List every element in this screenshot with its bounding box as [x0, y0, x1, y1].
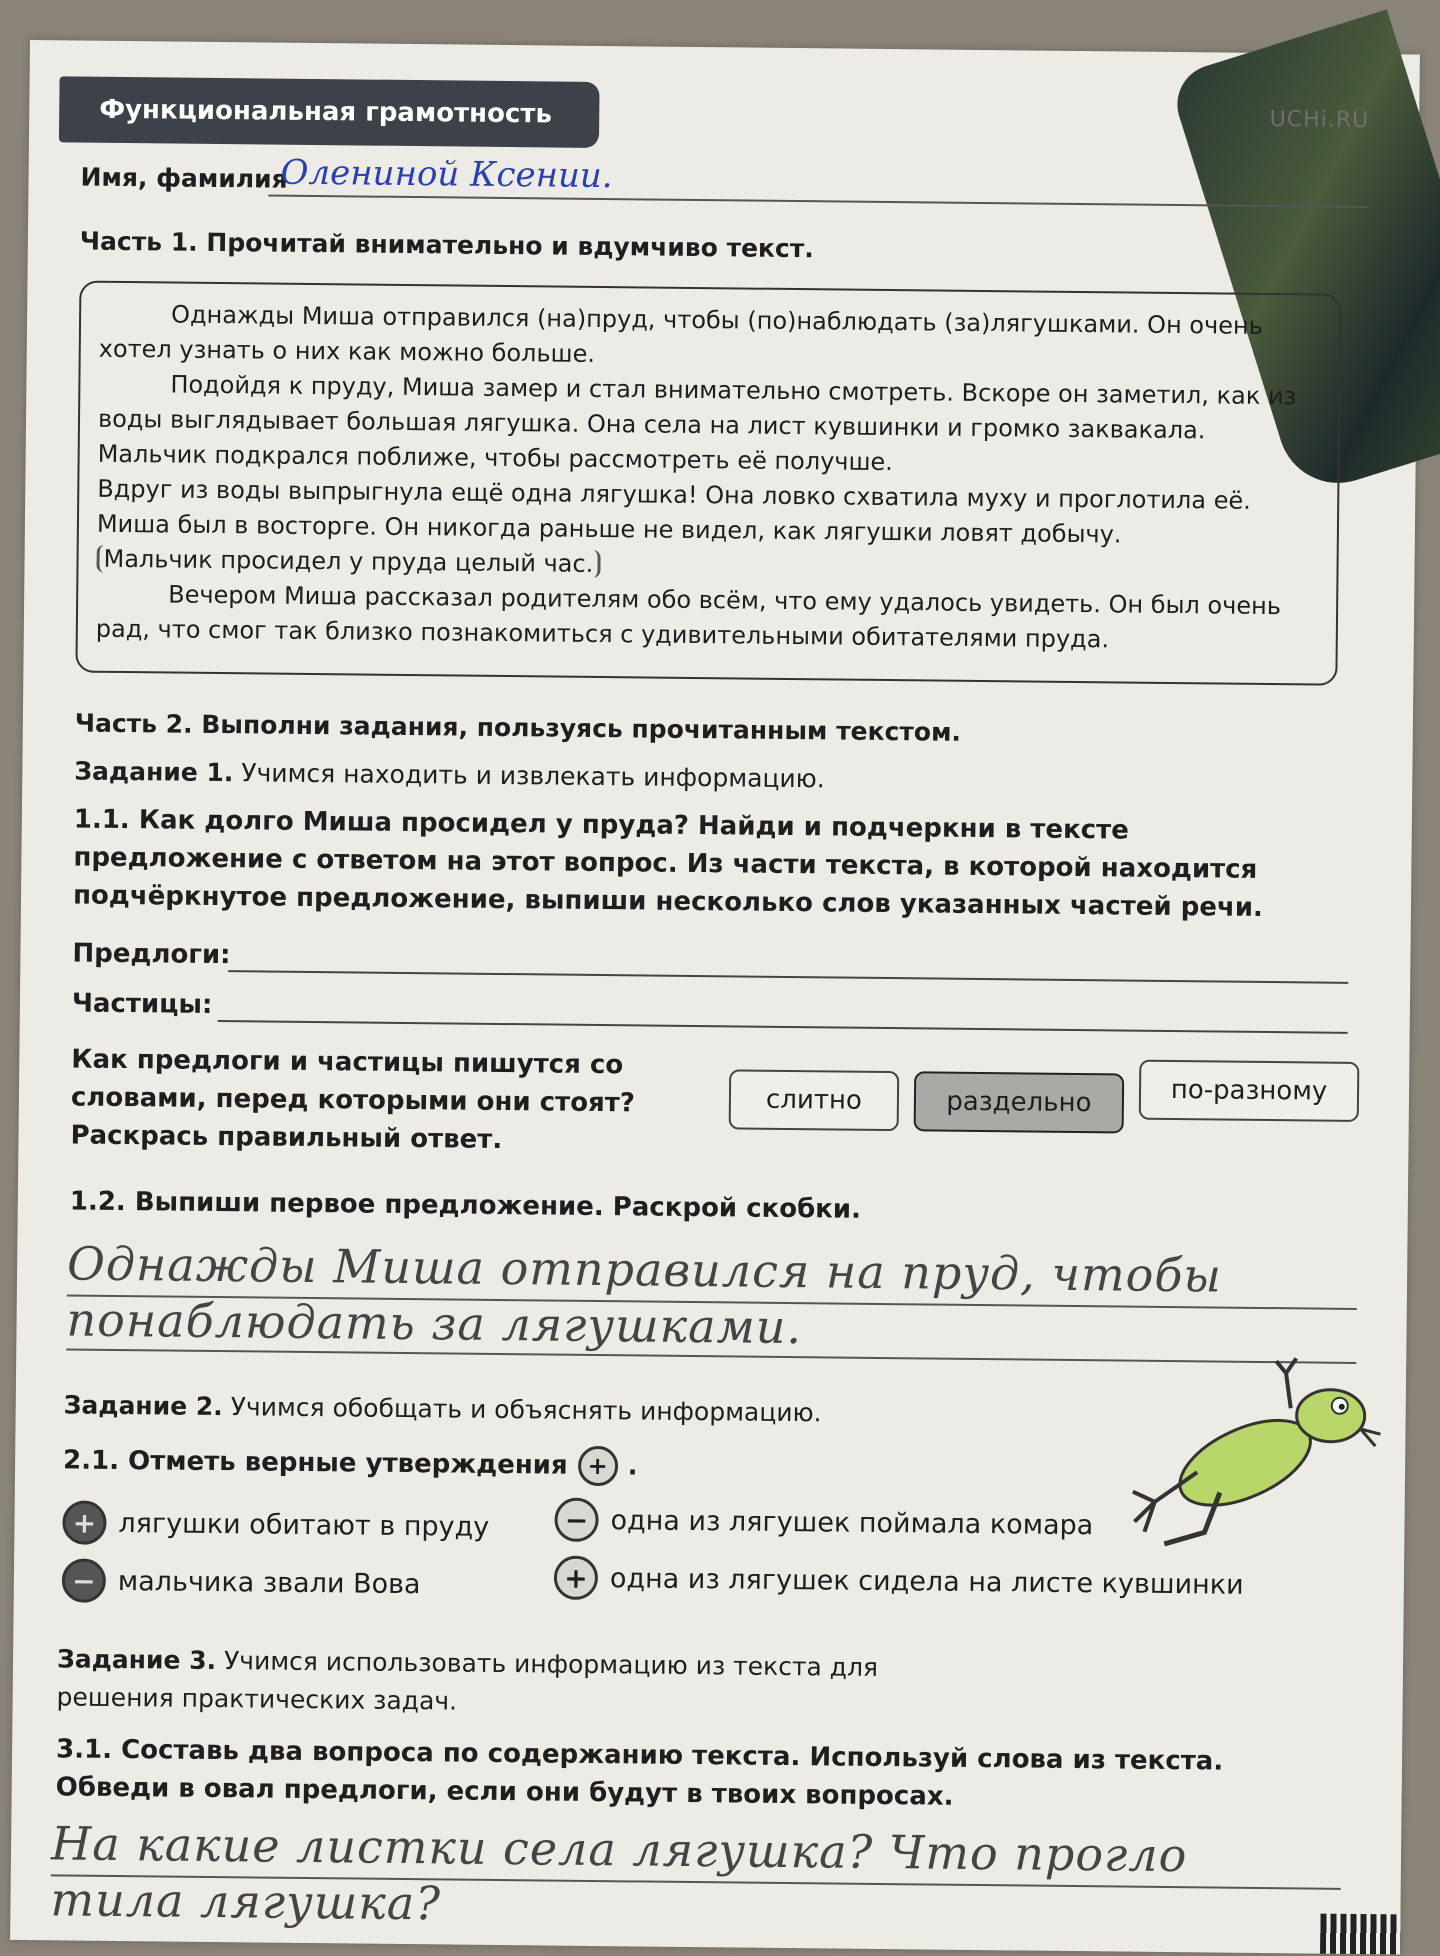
statement-text: лягушки обитают в пруду	[118, 1507, 490, 1543]
header-title: Функциональная грамотность	[99, 94, 553, 130]
story-paragraph-2: Подойдя к пруду, Миша замер и стал внимательно смотреть. Вскоре он заметил, как из воды выглядывает большая лягушка. Она села на лист кувшинки и громко заквакала. Мальчик подкрался поближе, чтобы рассмотреть её получше.	[97, 370, 1297, 477]
minus-mark-icon[interactable]: −	[554, 1498, 598, 1542]
part2-title: Часть 2. Выполни задания, пользуясь прочитанным текстом.	[74, 708, 962, 747]
prepositions-label: Предлоги:	[72, 938, 231, 971]
bracketed-sentence: Мальчик просидел у пруда целый час.	[96, 545, 600, 578]
task3-text: Учимся использовать информацию из текста для решения практических задач.	[56, 1646, 879, 1716]
answer-1-2-line1: Однажды Миша отправился на пруд, чтобы	[66, 1236, 1223, 1303]
task1-label: Задание 1.	[74, 756, 234, 788]
plus-symbol-icon: +	[577, 1446, 617, 1486]
question-2-1-period: .	[627, 1451, 638, 1482]
plus-mark-icon[interactable]: +	[554, 1556, 598, 1600]
story-paragraph-1: Однажды Миша отправился (на)пруд, чтобы (по)наблюдать (за)лягушками. Он очень хотел узнать о них как можно больше.	[98, 300, 1263, 368]
name-line	[268, 195, 1368, 209]
question-1-2: 1.2. Выпиши первое предложение. Раскрой скобки.	[69, 1186, 862, 1225]
statement-text: мальчика звали Вова	[117, 1565, 421, 1600]
statement-4[interactable]	[554, 1556, 1244, 1607]
question-3-1: 3.1. Составь два вопроса по содержанию текста. Используй слова из текста. Обведи в овал предлоги, если они будут в твоих вопросах.	[55, 1734, 1224, 1812]
spelling-question: Как предлоги и частицы пишутся со словами, перед которыми они стоят? Раскрась правильный ответ.	[70, 1044, 636, 1156]
prepositions-line[interactable]	[228, 970, 1348, 984]
brand-logo: UCHi.RU	[1269, 106, 1370, 134]
task1-heading	[74, 757, 825, 794]
question-1-1: 1.1. Как долго Миша просидел у пруда? Найди и подчеркни в тексте предложение с ответом на этот вопрос. Из части текста, в которой находится подчёркнутое предложение, выпиши несколько слов указанных частей речи.	[72, 804, 1264, 923]
task3-heading	[56, 1640, 957, 1725]
task2-heading	[64, 1390, 822, 1427]
story-paragraph-5: Вечером Миша рассказал родителям обо всём, что ему удалось увидеть. Он был очень рад, что смог так близко познакомиться с удивительными обитателями пруда.	[95, 580, 1282, 654]
option-slitno[interactable]: слитно	[729, 1069, 900, 1131]
name-label: Имя, фамилия	[80, 162, 288, 194]
story-paragraph-3: Вдруг из воды выпрыгнула ещё одна лягушка! Она ловко схватила муху и проглотила её. Миша был в восторге. Он никогда раньше не видел, как лягушки ловят добычу.	[96, 474, 1251, 549]
statement-2[interactable]	[554, 1498, 1093, 1548]
task1-text: Учимся находить и извлекать информацию.	[241, 758, 825, 794]
particles-line[interactable]	[218, 1020, 1348, 1034]
particles-label: Частицы:	[71, 988, 213, 1020]
answer-3-1-line2: тила лягушка?	[50, 1872, 442, 1931]
plus-mark-icon[interactable]: +	[62, 1500, 106, 1544]
answer-3-1-line1: На какие листки села лягушка? Что прогло	[50, 1816, 1188, 1883]
frog-illustration-icon	[1124, 1352, 1406, 1555]
task2-text: Учимся обобщать и объяснять информацию.	[230, 1392, 822, 1428]
option-po-raznomu[interactable]: по-разному	[1139, 1060, 1360, 1122]
minus-mark-icon[interactable]: −	[62, 1558, 106, 1602]
statement-1[interactable]	[62, 1500, 489, 1548]
answer-1-2-line2: понаблюдать за лягушками.	[66, 1292, 803, 1355]
statement-3[interactable]	[62, 1558, 421, 1606]
student-name-handwritten: Олениной Ксении.	[280, 152, 613, 197]
question-2-1	[63, 1440, 638, 1486]
task2-label: Задание 2.	[63, 1390, 223, 1422]
worksheet	[10, 40, 1420, 1954]
question-2-1-text: 2.1. Отметь верные утверждения	[62, 1445, 568, 1481]
header-bar	[59, 76, 600, 148]
statement-text: одна из лягушек поймала комара	[610, 1504, 1094, 1541]
option-razdelno[interactable]: раздельно	[914, 1071, 1125, 1133]
story-box	[75, 281, 1341, 686]
task3-label: Задание 3.	[56, 1644, 217, 1676]
statement-text: одна из лягушек сидела на листе кувшинки	[609, 1562, 1244, 1601]
part1-title: Часть 1. Прочитай внимательно и вдумчиво текст.	[79, 226, 814, 264]
